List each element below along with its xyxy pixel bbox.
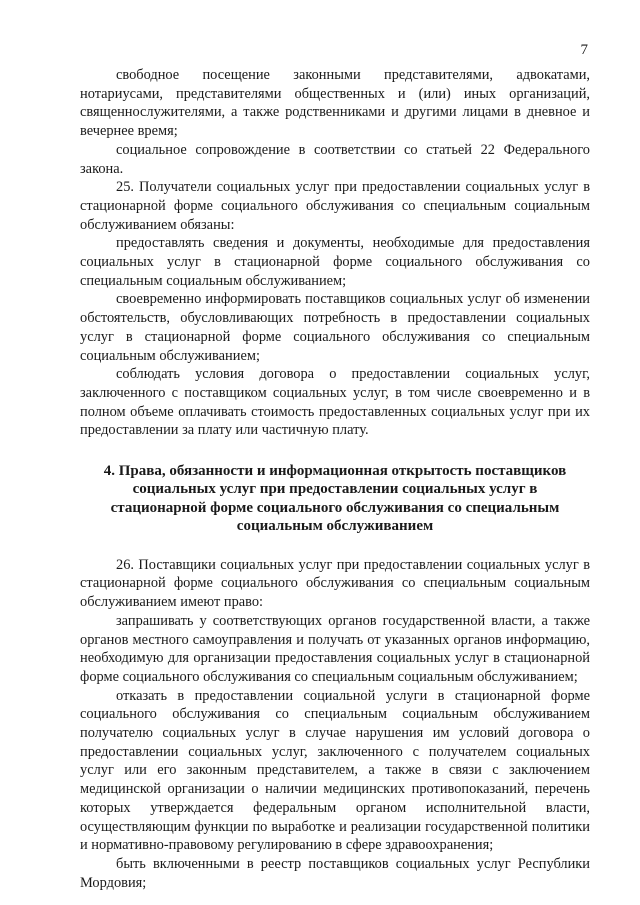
paragraph: социальное сопровождение в соответствии со статьей 22 Федерального закона. — [80, 141, 590, 177]
document-body — [80, 66, 590, 892]
paragraph: запрашивать у соответствующих органов государственной власти, а также органов местного самоуправления и получать от указанных органов информацию, необходимую для организации предоставления социальных услуг в стационарной форме социального обслуживания со специальным социальным обслуживанием; — [80, 612, 590, 685]
section-heading: 4. Права, обязанности и информационная открытость поставщиков социальных услуг при предоставлении социальных услуг в стационарной форме социального обслуживания со специальным социальным обслуживанием — [103, 463, 567, 535]
paragraph: предоставлять сведения и документы, необходимые для предоставления социальных услуг в стационарной форме социального обслуживания со специальным социальным обслуживанием; — [80, 235, 590, 289]
paragraph: 26. Поставщики социальных услуг при предоставлении социальных услуг в стационарной форме социального обслуживания со специальным социальным обслуживанием имеют право: — [80, 556, 590, 611]
paragraph: свободное посещение законными представителями, адвокатами, нотариусами, представителями общественных и (или) иных организаций, священнослужителями, а также родственниками и другими лицами в дневное и вечернее время; — [80, 67, 590, 140]
paragraph: своевременно информировать поставщиков социальных услуг об изменении обстоятельств, обусловливающих потребность в предоставлении социальных услуг в стационарной форме социального обслуживания со специальным социальным обслуживанием; — [80, 291, 590, 364]
paragraph: соблюдать условия договора о предоставлении социальных услуг, заключенного с поставщиком социальных услуг, в том числе своевременно и в полном объеме оплачивать стоимость предоставленных социальных услуг при их предоставлении за плату или частичную плату. — [80, 366, 590, 439]
paragraph: 25. Получатели социальных услуг при предоставлении социальных услуг в стационарной форме социального обслуживания со специальным социальным обслуживанием обязаны: — [80, 179, 590, 233]
page-number: 7 — [580, 42, 588, 58]
paragraph: отказать в предоставлении социальной услуги в стационарной форме социального обслуживания со специальным социальным обслуживанием получателю социальных услуг в случае нарушения им условий договора о предоставлении социальных услуг, заключенного с получателем социальных услуг или его законным представителем, а также в связи с заключением медицинской организации о наличии медицинских противопоказаний, перечень которых утверждается федеральным органом исполнительной власти, осуществляющим функции по выработке и реализации государственной политики и нормативно-правовому регулированию в сфере здравоохранения; — [80, 687, 590, 854]
paragraph: быть включенными в реестр поставщиков социальных услуг Республики Мордовия; — [80, 855, 590, 891]
